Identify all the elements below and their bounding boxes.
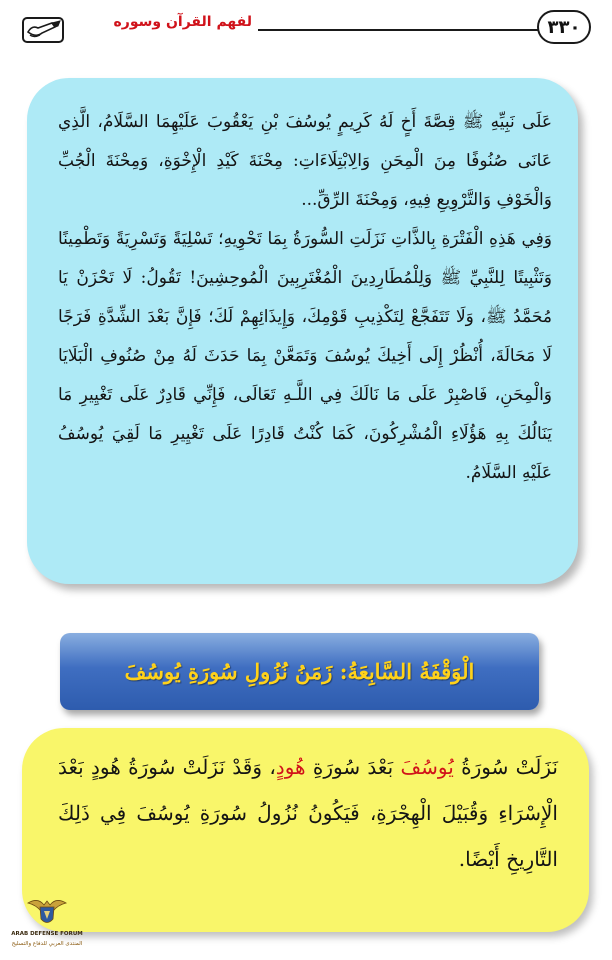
page-header xyxy=(0,0,612,60)
logo-text-ar: المنتدى العربي للدفاع والتسليح xyxy=(11,941,83,947)
section-banner xyxy=(60,633,539,710)
page-number: ٣٣٠ xyxy=(537,10,591,44)
highlight-yusuf: يُوسُفَ xyxy=(400,755,454,779)
highlight-hud: هُودٍ xyxy=(275,755,306,779)
text-part-1: نَزَلَتْ سُورَةُ xyxy=(453,755,558,779)
text-part-2: بَعْدَ سُورَةِ xyxy=(305,755,401,779)
paragraph-2: وَفِي هَذِهِ الْفَتْرَةِ بِالذَّاتِ نَزَلَتِ السُّورَةُ بِمَا تَحْوِيهِ؛ تَسْلِيَةً وَتَسْرِيَةً وَتَطْمِينًا وَتَثْبِيتًا لِلنَّبِيِّ ﷺ وَلِلْمُطَارِدِينَ الْمُغْتَرِبِينَ الْمُوحِشِينَ! تَقُولُ: لَا تَحْزَنْ يَا مُحَمَّدُ ﷺ، وَلَا تَتَفَجَّعْ لِتَكْذِيبِ قَوْمِكَ، وَإِيذَائِهِمْ لَكَ؛ فَإِنَّ بَعْدَ الشِّدَّةِ فَرَجًا لَا مَحَالَةَ، أُنْظُرْ إِلَى أَخِيكَ يُوسُفَ وَتَمَعَّنْ بِمَا حَدَثَ لَهُ مِنْ صُنُوفِ الْبَلَايَا وَالْمِحَنِ، فَاصْبِرْ عَلَى مَا نَالَكَ فِي اللَّـهِ تَعَالَى، فَإِنِّي قَادِرٌ عَلَى تَغْيِيرِ مَا يَنَالُكَ بِهِ هَؤُلَاءِ الْمُشْرِكُونَ، كَمَا كُنْتُ قَادِرًا عَلَى تَغْيِيرِ مَا لَقِيَ يُوسُفُ عَلَيْهِ السَّلَامُ. xyxy=(58,229,552,483)
yellow-text xyxy=(58,744,558,882)
main-text xyxy=(58,103,552,493)
pen-hand-icon xyxy=(22,16,64,44)
forum-logo xyxy=(4,893,90,957)
paragraph-1: عَلَى نَبِيِّهِ ﷺ قِصَّةَ أَخٍ لَهُ كَرِيمٍ يُوسُفَ بْنِ يَعْقُوبَ عَلَيْهِمَا السَّلَامُ، الَّذِي عَانَى صُنُوفًا مِنَ الْمِحَنِ وَالِابْتِلَاءَاتِ: مِحْنَةَ كَيْدِ الْإِخْوَةِ، وَمِحْنَةَ الْجُبِّ وَالْخَوْفِ وَالتَّرْوِيعِ فِيهِ، وَمِحْنَةَ الرِّقِّ... xyxy=(58,112,552,210)
book-title: لفهم القرآن وسوره xyxy=(113,14,252,30)
text-part-3: ، وَقَدْ نَزَلَتْ سُورَةُ هُودٍ بَعْدَ الْإِسْرَاءِ وَقُبَيْلَ الْهِجْرَةِ، فَيَكُونُ نُزُولُ سُورَةِ يُوسُفَ فِي ذَلِكَ التَّارِيخِ أَيْضًا. xyxy=(58,755,558,871)
section-title: الْوَقْفَةُ السَّابِعَةُ: زَمَنُ نُزُولِ سُورَةِ يُوسُفَ xyxy=(124,659,475,684)
header-divider xyxy=(258,29,539,31)
eagle-shield-icon xyxy=(26,893,68,929)
logo-text-en: ARAB DEFENSE FORUM xyxy=(11,931,83,937)
